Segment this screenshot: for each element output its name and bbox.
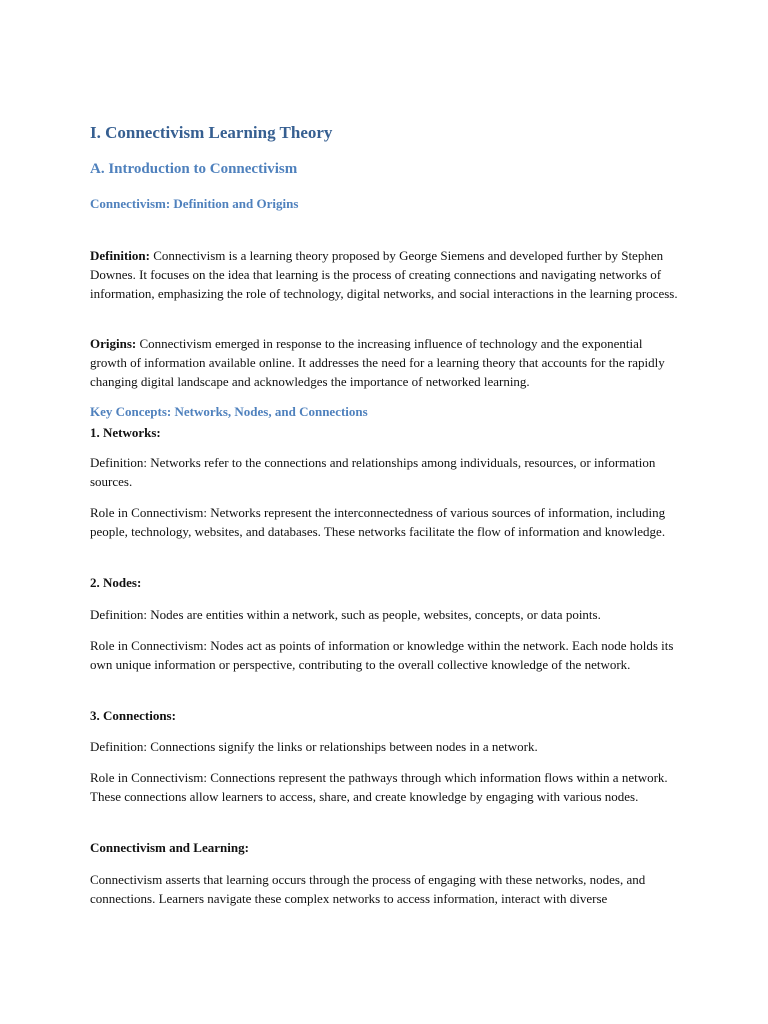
networks-definition: Definition: Networks refer to the connections and relationships among individuals, resources, or information sources. — [90, 455, 656, 489]
connections-definition: Definition: Connections signify the links or relationships between nodes in a network. — [90, 739, 538, 754]
origins-paragraph — [90, 334, 682, 391]
connections-heading: 3. Connections: — [90, 708, 176, 723]
subsection-heading: Connectivism: Definition and Origins — [90, 196, 299, 211]
networks-role: Role in Connectivism: Networks represent the interconnectedness of various sources of information, including people, technology, websites, and databases. These networks facilitate the flow of information and knowledge. — [90, 505, 666, 539]
connections-role: Role in Connectivism: Connections represent the pathways through which information flows within a network. These connections allow learners to access, share, and create knowledge by engaging with various nodes. — [90, 770, 668, 804]
section-heading: A. Introduction to Connectivism — [90, 161, 298, 177]
key-concepts-heading: Key Concepts: Networks, Nodes, and Connections — [90, 404, 368, 419]
nodes-heading: 2. Nodes: — [90, 575, 142, 590]
networks-heading: 1. Networks: — [90, 425, 161, 440]
learning-text: Connectivism asserts that learning occurs through the process of engaging with these networks, nodes, and connections. Learners navigate these complex networks to access information, interact with diverse — [90, 872, 646, 906]
learning-heading: Connectivism and Learning: — [90, 840, 249, 855]
document-title: I. Connectivism Learning Theory — [90, 123, 333, 142]
definition-text: Connectivism is a learning theory proposed by George Siemens and developed further by Stephen Downes. It focuses on the idea that learning is the process of creating connections and navigating networks of information, emphasizing the role of technology, digital networks, and social interactions in the learning process. — [90, 248, 678, 301]
origins-label: Origins: — [90, 336, 137, 351]
definition-paragraph — [90, 246, 682, 303]
nodes-role: Role in Connectivism: Nodes act as points of information or knowledge within the network. Each node holds its own unique information or perspective, contributing to the overall collective knowledge of the network. — [90, 638, 674, 672]
definition-label: Definition: — [90, 248, 150, 263]
nodes-definition: Definition: Nodes are entities within a network, such as people, websites, concepts, or data points. — [90, 607, 601, 622]
origins-text: Connectivism emerged in response to the increasing influence of technology and the exponential growth of information available online. It addresses the need for a learning theory that accounts for the rapidly changing digital landscape and acknowledges the importance of networked learning. — [90, 336, 665, 389]
